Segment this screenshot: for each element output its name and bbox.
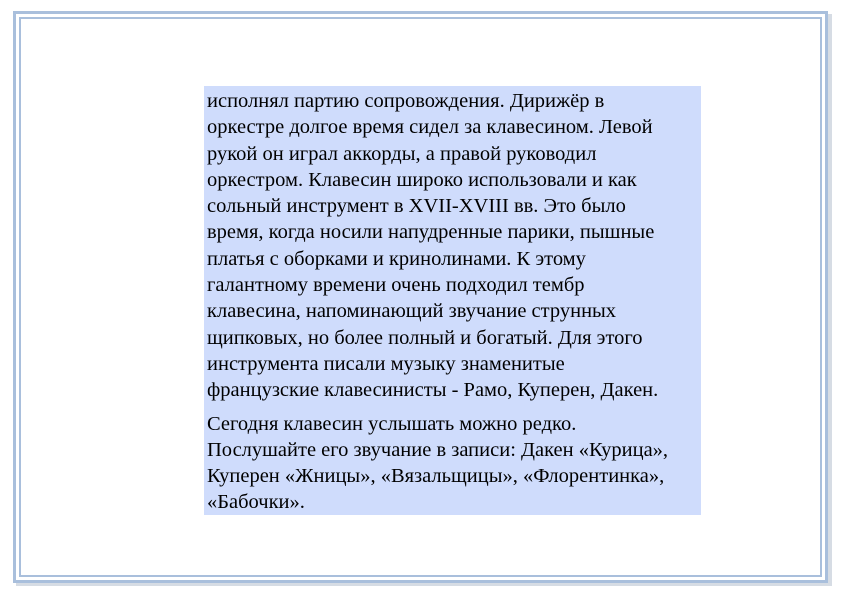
frame-shadow-bottom xyxy=(16,583,832,586)
text-line: рукой он играл аккорды, а правой руководил xyxy=(207,142,597,165)
text-line: инструмента писали музыку знаменитые xyxy=(207,352,565,375)
paragraph-1 xyxy=(207,88,698,404)
text-line: галантному времени очень подходил тембр xyxy=(207,274,585,297)
text-line: Куперен «Жницы», «Вязальщицы», «Флорентинка», xyxy=(207,465,665,488)
text-line: сольный инструмент в XVII-XVIII вв. Это было xyxy=(207,195,626,218)
text-line: «Бабочки». xyxy=(207,491,305,514)
text-line: время, когда носили напудренные парики, пышные xyxy=(207,221,655,244)
text-line: Послушайте его звучание в записи: Дакен «Курица», xyxy=(207,438,669,461)
text-line: платья с оборками и кринолинами. К этому xyxy=(207,247,586,270)
frame-shadow-right xyxy=(828,14,832,586)
text-line: оркестре долгое время сидел за клавесином. Левой xyxy=(207,116,653,139)
text-line: Сегодня клавесин услышать можно редко. xyxy=(207,412,577,435)
text-line: исполнял партию сопровождения. Дирижёр в xyxy=(207,90,605,112)
text-line: французские клавесинисты - Рамо, Куперен, Дакен. xyxy=(207,379,659,402)
text-line: оркестром. Клавесин широко использовали и как xyxy=(207,168,637,191)
text-line: щипковых, но более полный и богатый. Для этого xyxy=(207,326,643,349)
text-line: клавесина, напоминающий звучание струнных xyxy=(207,300,617,323)
text-block xyxy=(204,86,701,515)
paragraph-2 xyxy=(207,411,698,516)
